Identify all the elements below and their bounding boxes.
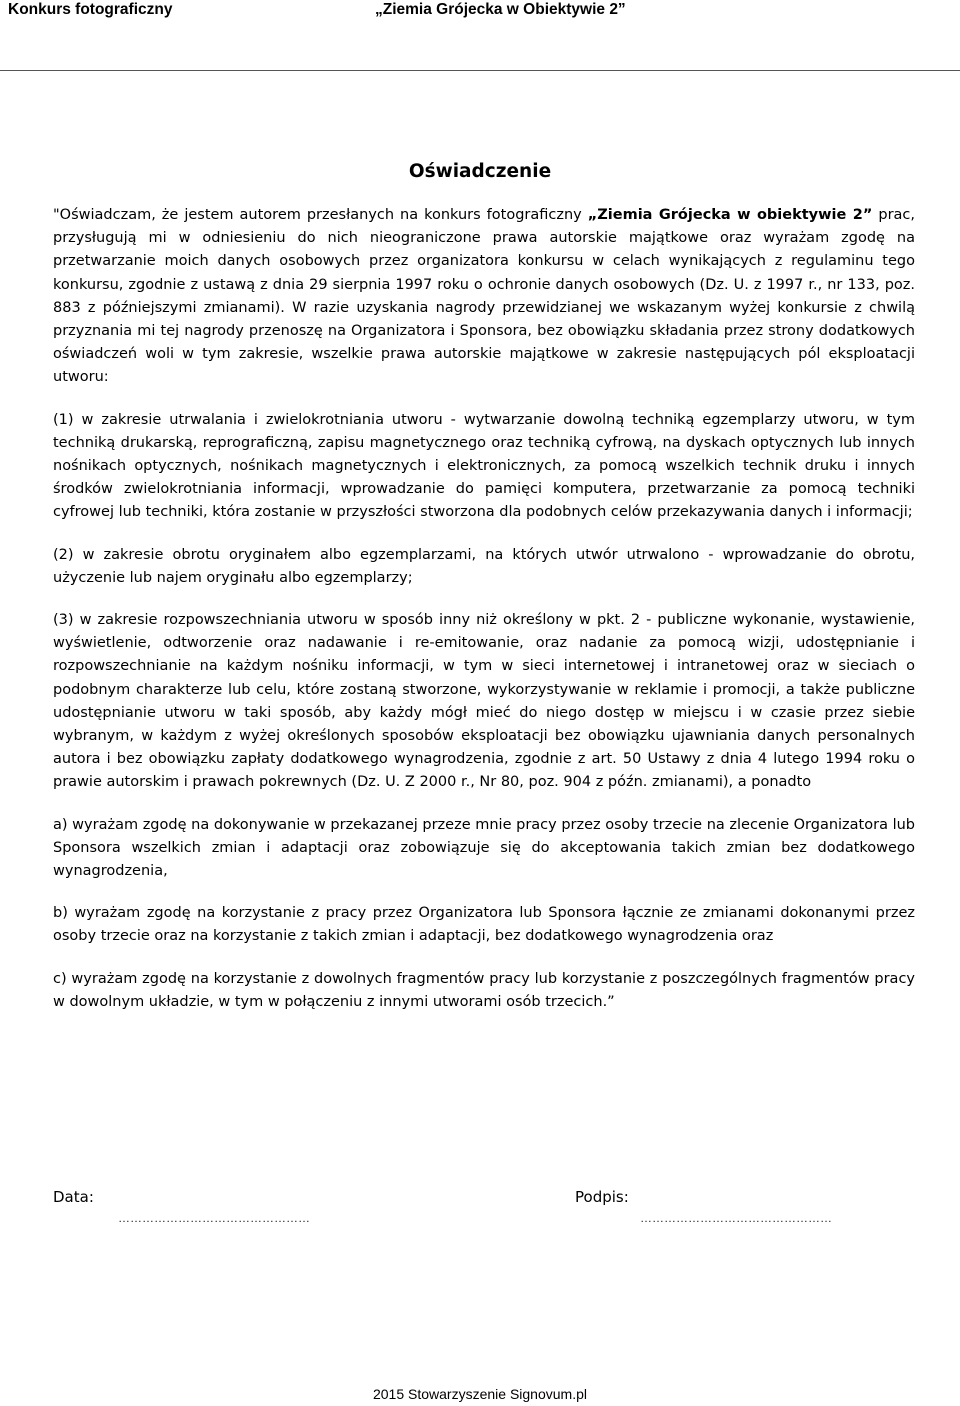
clause-2: (2) w zakresie obrotu oryginałem albo egzemplarzami, na których utwór utrwalono - wprowadzanie do obrotu, użyczenie lub najem oryginału albo egzemplarzy;	[53, 546, 915, 586]
date-label: Data:	[53, 1188, 94, 1206]
clause-b: b) wyrażam zgodę na korzystanie z pracy przez Organizatora lub Sponsora łącznie ze zmianami dokonanymi przez osoby trzecie oraz na korzystanie z takich zmian i adaptacji, bez dodatkowego wynagrodzenia oraz	[53, 905, 915, 945]
document-body	[53, 204, 915, 1033]
clause-3: (3) w zakresie rozpowszechniania utworu w sposób inny niż określony w pkt. 2 - publiczne wykonanie, wystawienie, wyświetlenie, odtworzenie oraz nadawanie i re-emitowanie, oraz nadanie za pomocą wizji, udostępnianie i rozpowszechnianie na każdym nośniku informacji, w tym w sieci internetowej i intranetowej oraz w sieciach o podobnym charakterze lub celu, które zostaną stworzone, wykorzystywanie w reklamie i promocji, a także publiczne udostępnianie utworu w taki sposób, aby każdy mógł mieć do niego dostęp w miejscu i w czasie przez siebie wybranym, w każdym z wyżej określonych sposobów eksploatacji bez obowiązku ujawniania danych personalnych autora i bez obowiązku zapłaty dodatkowego wynagrodzenia, zgodnie z art. 50 Ustawy z dnia 4 lutego 1994 roku o prawie autorskim i prawach pokrewnych (Dz. U. Z 2000 r., Nr 80, poz. 904 z późn. zmianami), a ponadto	[53, 612, 915, 791]
header-contest-label: Konkurs fotograficzny	[8, 1, 173, 18]
signature-line: …………………………………………	[640, 1211, 832, 1225]
signature-label: Podpis:	[575, 1188, 629, 1206]
clause-a: a) wyrażam zgodę na dokonywanie w przekazanej przeze mnie pracy przez osoby trzecie na zlecenie Organizatora lub Sponsora wszelkich zmian i adaptacji oraz zobowiązuje się do akceptowania takich zmian bez dodatkowego wynagrodzenia,	[53, 816, 915, 880]
clause-c: c) wyrażam zgodę na korzystanie z dowolnych fragmentów pracy lub korzystanie z poszczególnych fragmentów pracy w dowolnym układzie, w tym w połączeniu z innymi utworami osób trzecich.”	[53, 970, 915, 1010]
contest-name-bold: „Ziemia Grójecka w obiektywie 2”	[587, 207, 873, 223]
date-line: …………………………………………	[118, 1211, 310, 1225]
header-contest-title: „Ziemia Grójecka w Obiektywie 2”	[375, 1, 626, 18]
page-footer: 2015 Stowarzyszenie Signovum.pl	[372, 1386, 587, 1402]
declaration-text-start: "Oświadczam, że jestem autorem przesłanych na konkurs fotograficzny	[53, 207, 588, 223]
clause-1: (1) w zakresie utrwalania i zwielokrotniania utworu - wytwarzanie dowolną techniką egzemplarzy utworu, w tym techniką drukarską, reprograficzną, zapisu magnetycznego oraz techniką cyfrową, na dyskach optycznych lub innych nośnikach optycznych, nośnikach magnetycznych i elektronicznych, za pomocą wszelkich technik druku i innych środków zwielokrotniania informacji, wprowadzanie do pamięci komputera, przetwarzanie za pomocą techniki cyfrowej lub techniki, która zostanie w przyszłości stworzona dla podobnych celów przekazywania danych i informacji;	[53, 411, 915, 521]
document-title: Oświadczenie	[408, 161, 552, 182]
declaration-paragraph	[53, 204, 915, 390]
page-header	[0, 0, 960, 71]
declaration-text-rest: prac, przysługują mi w odniesieniu do nich nieograniczone prawa autorskie majątkowe oraz wyrażam zgodę na przetwarzanie moich danych osobowych przez organizatora konkursu w celach wynikających z regulaminu tego konkursu, zgodnie z ustawą z dnia 29 sierpnia 1997 roku o ochronie danych osobowych (Dz. U. z 1997 r., nr 133, poz. 883 z późniejszymi zmianami). W razie uzyskania nagrody przewidzianej we wskazanym wyżej konkursie z chwilą przyznania mi tej nagrody przenoszę na Organizatora i Sponsora, bez obowiązku składania przez strony dodatkowych oświadczeń woli w tym zakresie, wszelkie prawa autorskie majątkowe w zakresie następujących pól eksploatacji utworu:	[53, 207, 915, 386]
